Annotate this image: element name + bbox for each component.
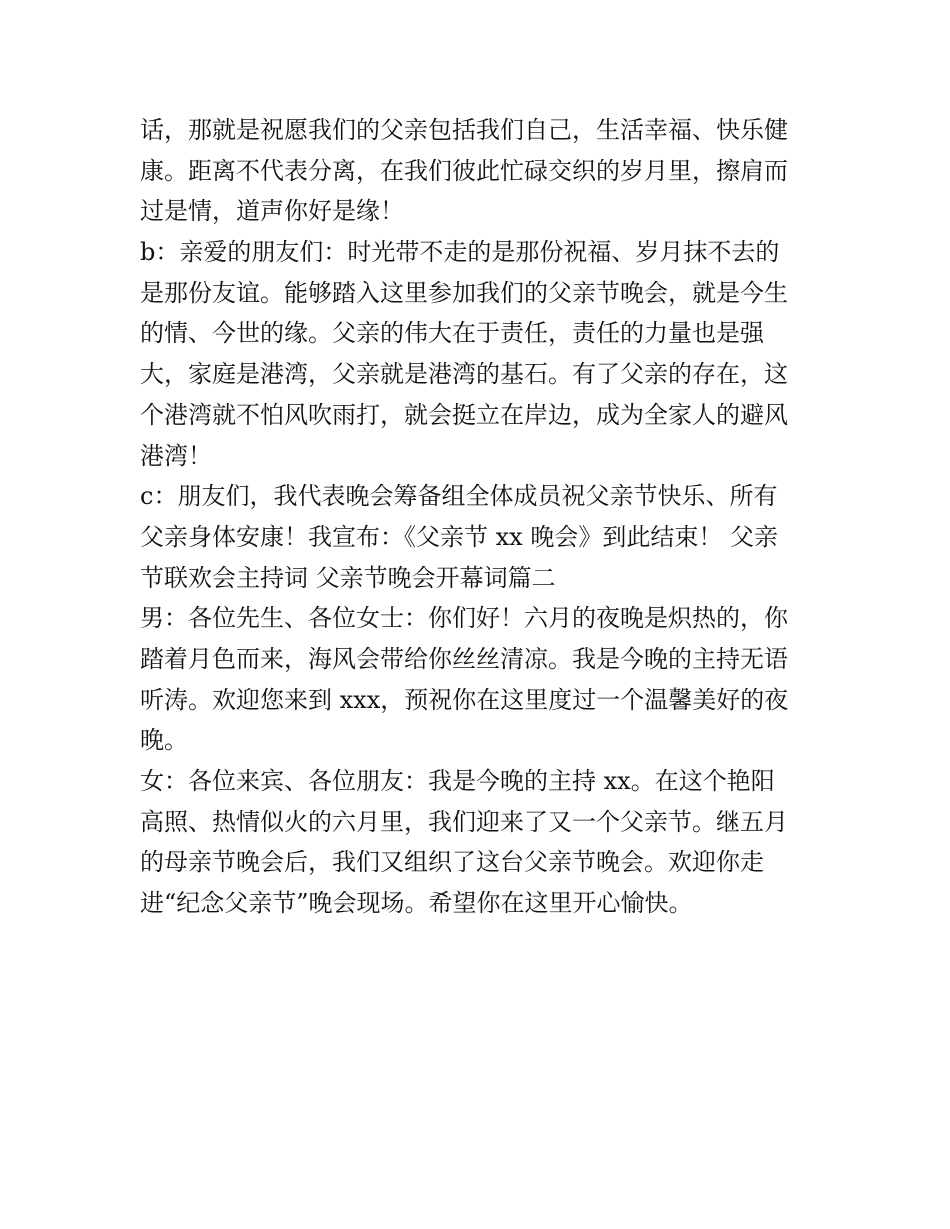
text-line: 个港湾就不怕风吹雨打，就会挺立在岸边，成为全家人的避风: [140, 400, 788, 429]
text-line: 港湾！: [140, 441, 212, 470]
text-line: 大，家庭是港湾，父亲就是港湾的基石。有了父亲的存在，这: [140, 360, 788, 389]
text-line: 是那份友谊。能够踏入这里参加我们的父亲节晚会，就是今生: [140, 278, 788, 307]
text-line: b：亲爱的朋友们：时光带不走的是那份祝福、岁月抹不去的: [140, 238, 780, 267]
text-line: 康。距离不代表分离，在我们彼此忙碌交织的岁月里，擦肩而: [140, 156, 788, 185]
text-line: 高照、热情似火的六月里，我们迎来了又一个父亲节。继五月: [140, 807, 788, 836]
text-line: 女：各位来宾、各位朋友：我是今晚的主持 xx。在这个艳阳: [140, 767, 775, 795]
text-line: 过是情，道声你好是缘！: [140, 197, 404, 226]
text-line: 听涛。欢迎您来到 xxx，预祝你在这里度过一个温馨美好的夜: [140, 685, 789, 714]
document-body: [140, 110, 820, 924]
text-line: 的母亲节晚会后，我们又组织了这台父亲节晚会。欢迎你走: [140, 848, 764, 877]
text-line: 踏着月色而来，海风会带给你丝丝清凉。我是今晚的主持无语: [140, 644, 788, 673]
text-line: 的情、今世的缘。父亲的伟大在于责任，责任的力量也是强: [140, 319, 764, 348]
text-line: 节联欢会主持词 父亲节晚会开幕词篇二: [140, 563, 556, 592]
text-line: 父亲身体安康！我宣布：《父亲节 xx 晚会》到此结束！ 父亲: [140, 522, 778, 551]
text-line: 话，那就是祝愿我们的父亲包括我们自己，生活幸福、快乐健: [140, 116, 788, 144]
text-line: 晚。: [140, 726, 188, 755]
text-line: 进“纪念父亲节”晚会现场。希望你在这里开心愉快。: [140, 889, 693, 918]
text-line: c：朋友们，我代表晚会筹备组全体成员祝父亲节快乐、所有: [140, 482, 778, 511]
text-line: 男：各位先生、各位女士：你们好！六月的夜晚是炽热的，你: [140, 604, 788, 633]
